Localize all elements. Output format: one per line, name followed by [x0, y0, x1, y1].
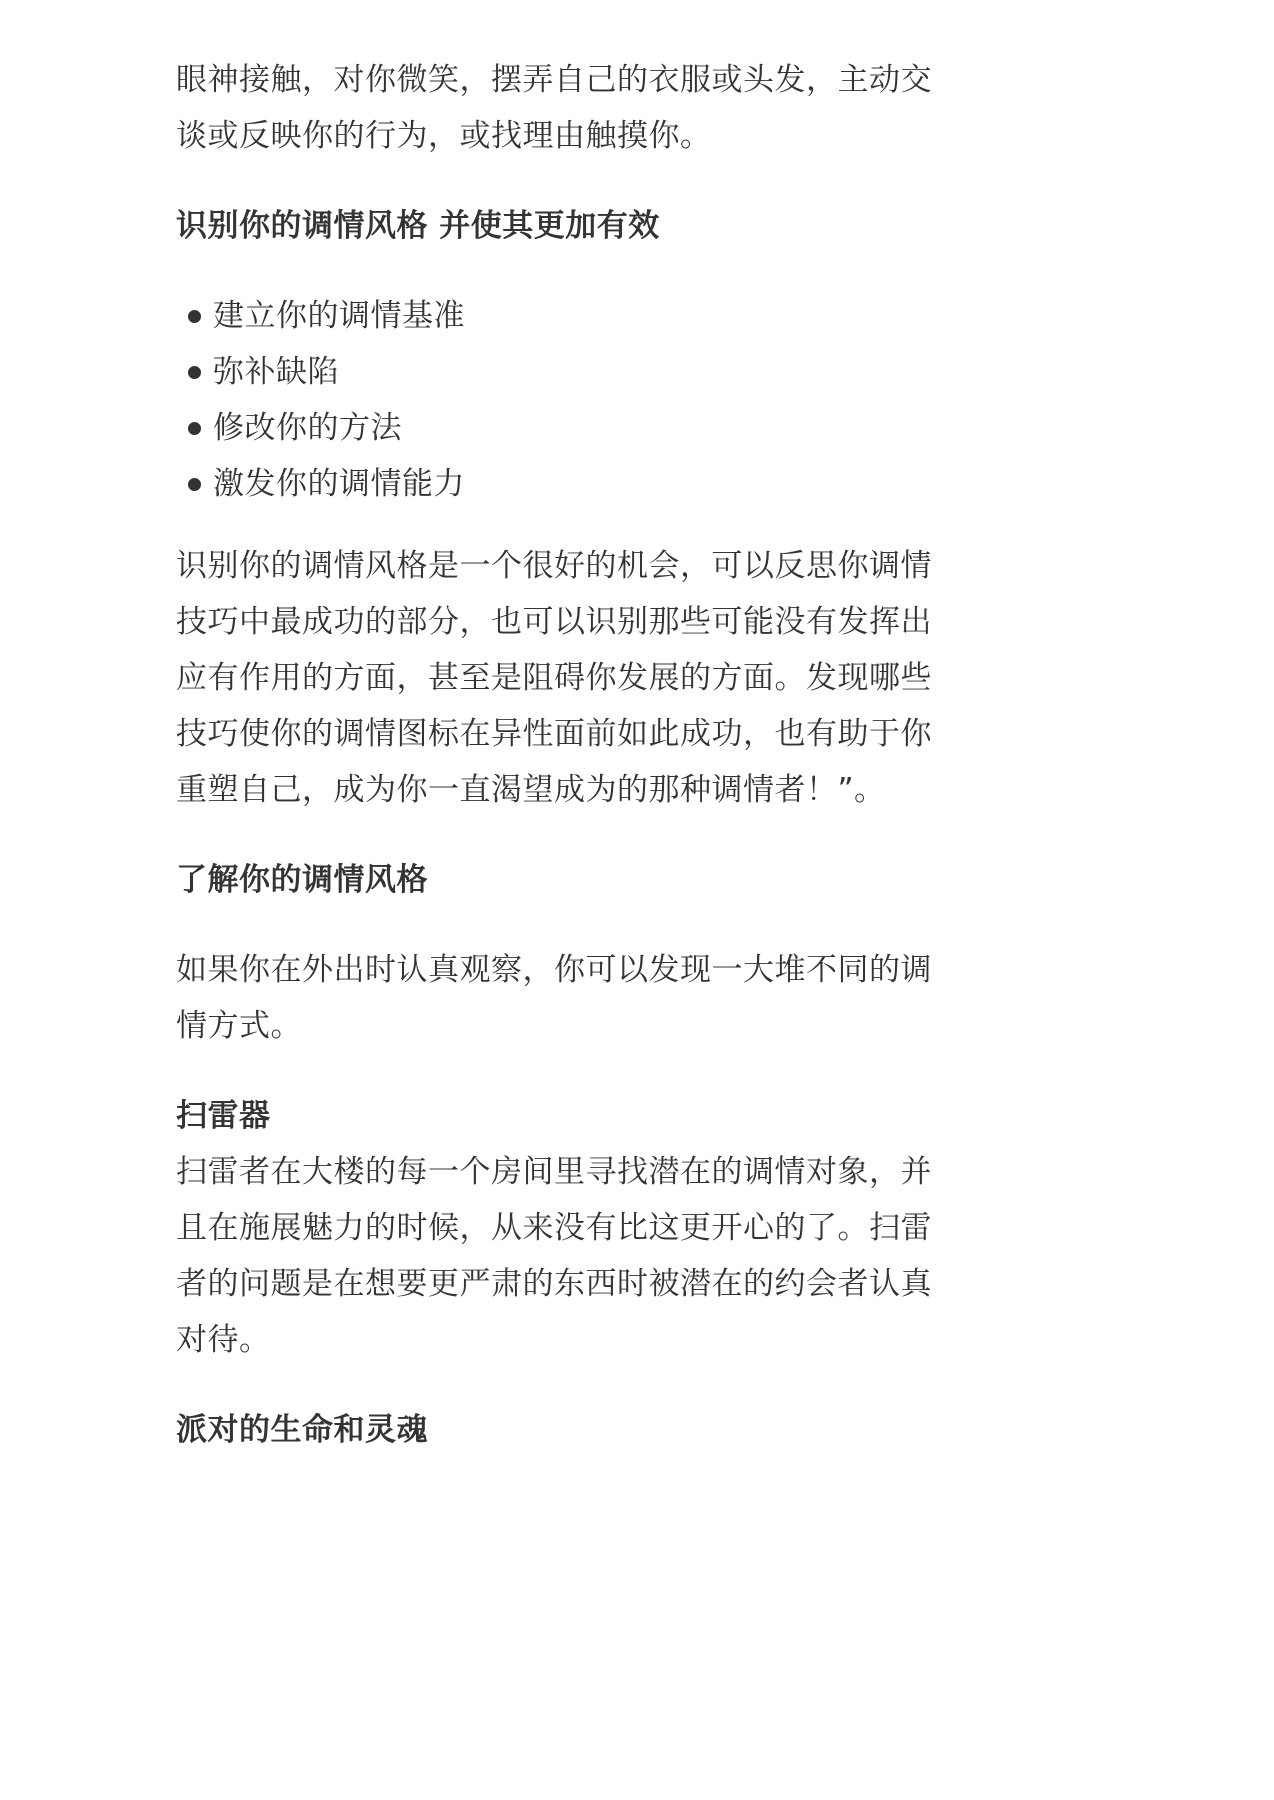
intro-paragraph: 眼神接触，对你微笑，摆弄自己的衣服或头发，主动交谈或反映你的行为，或找理由触摸你。 — [176, 62, 932, 154]
list-item — [176, 456, 936, 512]
heading-identify-style: 识别你的调情风格 并使其更加有效 — [176, 208, 660, 244]
heading-minesweeper: 扫雷器 — [176, 1098, 271, 1134]
list-item — [176, 400, 936, 456]
article-body — [176, 52, 936, 1458]
list-item-label: 激发你的调情能力 — [213, 466, 465, 502]
list-item — [176, 288, 936, 344]
heading-party: 派对的生命和灵魂 — [176, 1412, 428, 1448]
spacer — [176, 908, 936, 942]
bullet-icon — [188, 310, 201, 323]
list-item-label: 修改你的方法 — [213, 410, 402, 446]
spacer — [176, 818, 936, 852]
minesweeper-paragraph: 扫雷者在大楼的每一个房间里寻找潜在的调情对象，并且在施展魅力的时候，从来没有比这更开心的了。扫雷者的问题是在想要更严肃的东西时被潜在的约会者认真对待。 — [176, 1154, 932, 1358]
spacer — [176, 1054, 936, 1088]
spacer — [176, 1368, 936, 1402]
list-item-label: 建立你的调情基准 — [213, 298, 465, 334]
bullet-icon — [188, 422, 201, 435]
spacer — [176, 512, 936, 538]
bullet-icon — [188, 366, 201, 379]
spacer — [176, 164, 936, 198]
identify-paragraph: 识别你的调情风格是一个很好的机会，可以反思你调情技巧中最成功的部分，也可以识别那些可能没有发挥出应有作用的方面，甚至是阻碍你发展的方面。发现哪些技巧使你的调情图标在异性面前如此成功，也有助于你重塑自己，成为你一直渴望成为的那种调情者！”。 — [176, 548, 932, 808]
list-item — [176, 344, 936, 400]
tips-list — [176, 288, 936, 512]
list-item-label: 弥补缺陷 — [213, 354, 339, 390]
understand-paragraph: 如果你在外出时认真观察，你可以发现一大堆不同的调情方式。 — [176, 952, 932, 1044]
heading-understand-style: 了解你的调情风格 — [176, 862, 428, 898]
spacer — [176, 254, 936, 288]
bullet-icon — [188, 478, 201, 491]
